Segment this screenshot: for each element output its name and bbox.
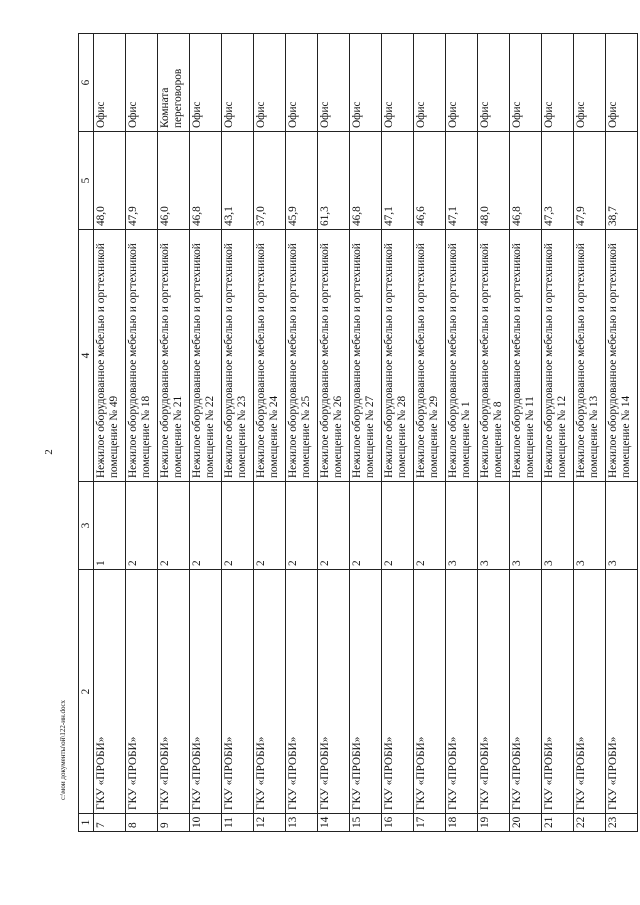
row-number-cell: 19: [478, 814, 510, 832]
table-row: [94, 34, 126, 832]
row-number-cell: 12: [254, 814, 286, 832]
row-number-cell: 14: [318, 814, 350, 832]
organization-cell: ГКУ «ПРОБИ»: [574, 570, 606, 814]
purpose-cell: Офис: [126, 34, 158, 132]
purpose-cell: Офис: [542, 34, 574, 132]
organization-cell: ГКУ «ПРОБИ»: [478, 570, 510, 814]
row-number-cell: 7: [94, 814, 126, 832]
floor-cell: 3: [542, 482, 574, 570]
property-table-container: [78, 34, 632, 832]
floor-cell: 2: [286, 482, 318, 570]
table-row: [158, 34, 190, 832]
purpose-cell: Офис: [254, 34, 286, 132]
area-cell: 46,8: [350, 132, 382, 230]
page-number: 2: [43, 449, 55, 455]
floor-cell: 3: [606, 482, 638, 570]
floor-cell: 1: [94, 482, 126, 570]
description-cell: Нежилое оборудованное мебелью и оргтехникой помещение № 1: [446, 230, 478, 482]
purpose-cell: Офис: [574, 34, 606, 132]
table-row: [350, 34, 382, 832]
description-cell: Нежилое оборудованное мебелью и оргтехникой помещение № 24: [254, 230, 286, 482]
area-cell: 47,1: [382, 132, 414, 230]
floor-cell: 2: [318, 482, 350, 570]
row-number-cell: 18: [446, 814, 478, 832]
description-cell: Нежилое оборудованное мебелью и оргтехникой помещение № 25: [286, 230, 318, 482]
row-number-cell: 13: [286, 814, 318, 832]
table-header-row: [79, 34, 94, 832]
row-number-cell: 23: [606, 814, 638, 832]
organization-cell: ГКУ «ПРОБИ»: [94, 570, 126, 814]
purpose-cell: Офис: [382, 34, 414, 132]
area-cell: 38,7: [606, 132, 638, 230]
purpose-cell: Офис: [510, 34, 542, 132]
column-header: 4: [79, 230, 94, 482]
floor-cell: 2: [190, 482, 222, 570]
area-cell: 47,9: [574, 132, 606, 230]
area-cell: 46,8: [190, 132, 222, 230]
floor-cell: 3: [510, 482, 542, 570]
table-row: [126, 34, 158, 832]
floor-cell: 3: [478, 482, 510, 570]
organization-cell: ГКУ «ПРОБИ»: [222, 570, 254, 814]
floor-cell: 2: [158, 482, 190, 570]
table-body: [79, 34, 638, 832]
area-cell: 43,1: [222, 132, 254, 230]
column-header: 3: [79, 482, 94, 570]
row-number-cell: 22: [574, 814, 606, 832]
row-number-cell: 8: [126, 814, 158, 832]
table-row: [222, 34, 254, 832]
organization-cell: ГКУ «ПРОБИ»: [414, 570, 446, 814]
organization-cell: ГКУ «ПРОБИ»: [126, 570, 158, 814]
row-number-cell: 10: [190, 814, 222, 832]
description-cell: Нежилое оборудованное мебелью и оргтехникой помещение № 14: [606, 230, 638, 482]
description-cell: Нежилое оборудованное мебелью и оргтехникой помещение № 28: [382, 230, 414, 482]
description-cell: Нежилое оборудованное мебелью и оргтехникой помещение № 18: [126, 230, 158, 482]
column-header: 1: [79, 814, 94, 832]
description-cell: Нежилое оборудованное мебелью и оргтехникой помещение № 29: [414, 230, 446, 482]
description-cell: Нежилое оборудованное мебелью и оргтехникой помещение № 21: [158, 230, 190, 482]
area-cell: 46,6: [414, 132, 446, 230]
description-cell: Нежилое оборудованное мебелью и оргтехникой помещение № 8: [478, 230, 510, 482]
organization-cell: ГКУ «ПРОБИ»: [606, 570, 638, 814]
description-cell: Нежилое оборудованное мебелью и оргтехникой помещение № 12: [542, 230, 574, 482]
description-cell: Нежилое оборудованное мебелью и оргтехникой помещение № 27: [350, 230, 382, 482]
column-header: 6: [79, 34, 94, 132]
area-cell: 46,8: [510, 132, 542, 230]
organization-cell: ГКУ «ПРОБИ»: [254, 570, 286, 814]
row-number-cell: 16: [382, 814, 414, 832]
description-cell: Нежилое оборудованное мебелью и оргтехникой помещение № 11: [510, 230, 542, 482]
floor-cell: 2: [254, 482, 286, 570]
description-cell: Нежилое оборудованное мебелью и оргтехникой помещение № 26: [318, 230, 350, 482]
table-row: [286, 34, 318, 832]
column-header: 2: [79, 570, 94, 814]
purpose-cell: Офис: [94, 34, 126, 132]
table-row: [254, 34, 286, 832]
area-cell: 48,0: [478, 132, 510, 230]
purpose-cell: Офис: [190, 34, 222, 132]
purpose-cell: Офис: [446, 34, 478, 132]
area-cell: 46,0: [158, 132, 190, 230]
footer-file-path: c:\мои документы\ой\122-ин.docx: [59, 699, 67, 800]
purpose-cell: Офис: [478, 34, 510, 132]
table-row: [510, 34, 542, 832]
table-row: [542, 34, 574, 832]
floor-cell: 2: [222, 482, 254, 570]
table-row: [606, 34, 638, 832]
floor-cell: 2: [382, 482, 414, 570]
purpose-cell: Офис: [606, 34, 638, 132]
purpose-cell: Офис: [414, 34, 446, 132]
organization-cell: ГКУ «ПРОБИ»: [350, 570, 382, 814]
purpose-cell: Комната переговоров: [158, 34, 190, 132]
floor-cell: 3: [574, 482, 606, 570]
table-row: [446, 34, 478, 832]
column-header: 5: [79, 132, 94, 230]
row-number-cell: 17: [414, 814, 446, 832]
row-number-cell: 9: [158, 814, 190, 832]
organization-cell: ГКУ «ПРОБИ»: [542, 570, 574, 814]
organization-cell: ГКУ «ПРОБИ»: [318, 570, 350, 814]
organization-cell: ГКУ «ПРОБИ»: [446, 570, 478, 814]
area-cell: 47,9: [126, 132, 158, 230]
description-cell: Нежилое оборудованное мебелью и оргтехникой помещение № 13: [574, 230, 606, 482]
table-row: [478, 34, 510, 832]
table-row: [414, 34, 446, 832]
floor-cell: 2: [126, 482, 158, 570]
row-number-cell: 21: [542, 814, 574, 832]
description-cell: Нежилое оборудованное мебелью и оргтехникой помещение № 23: [222, 230, 254, 482]
organization-cell: ГКУ «ПРОБИ»: [382, 570, 414, 814]
purpose-cell: Офис: [286, 34, 318, 132]
purpose-cell: Офис: [350, 34, 382, 132]
purpose-cell: Офис: [222, 34, 254, 132]
table-row: [318, 34, 350, 832]
row-number-cell: 11: [222, 814, 254, 832]
area-cell: 47,1: [446, 132, 478, 230]
area-cell: 61,3: [318, 132, 350, 230]
area-cell: 37,0: [254, 132, 286, 230]
property-table: [78, 33, 638, 832]
area-cell: 47,3: [542, 132, 574, 230]
row-number-cell: 15: [350, 814, 382, 832]
area-cell: 45,9: [286, 132, 318, 230]
floor-cell: 2: [414, 482, 446, 570]
row-number-cell: 20: [510, 814, 542, 832]
organization-cell: ГКУ «ПРОБИ»: [158, 570, 190, 814]
organization-cell: ГКУ «ПРОБИ»: [190, 570, 222, 814]
organization-cell: ГКУ «ПРОБИ»: [286, 570, 318, 814]
description-cell: Нежилое оборудованное мебелью и оргтехникой помещение № 49: [94, 230, 126, 482]
table-row: [190, 34, 222, 832]
organization-cell: ГКУ «ПРОБИ»: [510, 570, 542, 814]
floor-cell: 3: [446, 482, 478, 570]
table-row: [382, 34, 414, 832]
floor-cell: 2: [350, 482, 382, 570]
area-cell: 48,0: [94, 132, 126, 230]
table-row: [574, 34, 606, 832]
description-cell: Нежилое оборудованное мебелью и оргтехникой помещение № 22: [190, 230, 222, 482]
purpose-cell: Офис: [318, 34, 350, 132]
